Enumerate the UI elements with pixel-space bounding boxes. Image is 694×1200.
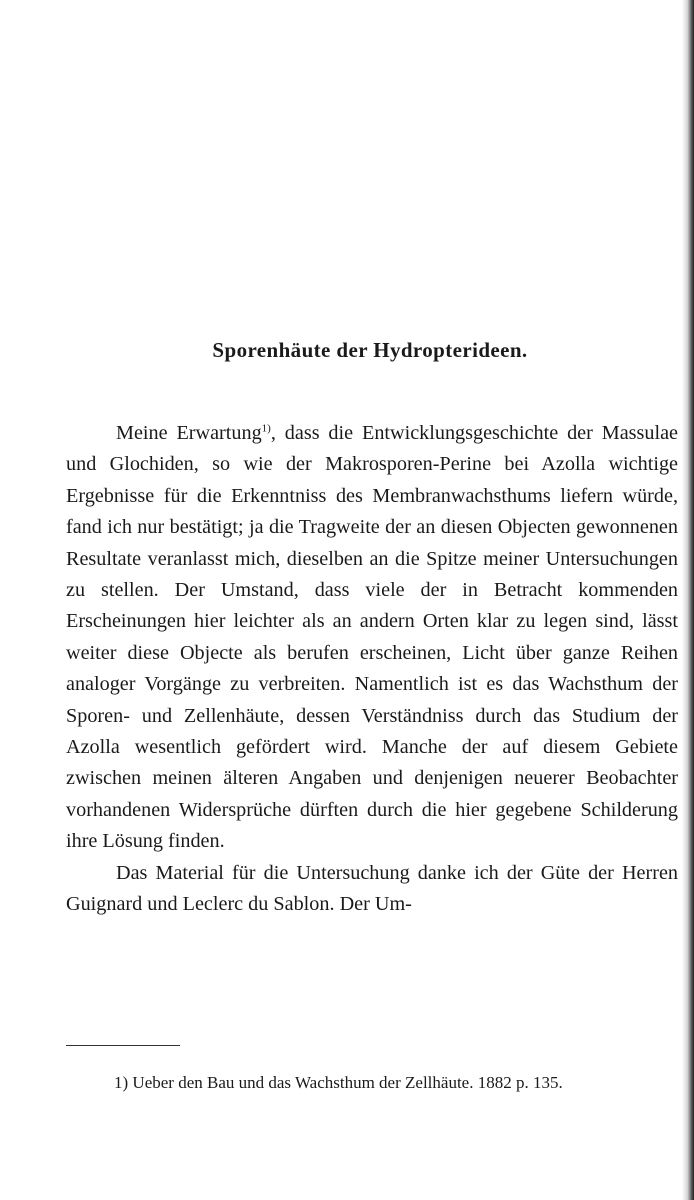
paragraph-2: Das Material für die Untersuchung danke ich der Güte der Herren Guignard und Leclerc du Sablon. Der Um- (66, 861, 678, 916)
footnote: 1) Ueber den Bau und das Wachsthum der Zellhäute. 1882 p. 135. (114, 1073, 563, 1092)
body-text (66, 418, 678, 921)
page-heading: Sporenhäute der Hydropterideen. (212, 338, 528, 362)
paragraph-1-start: Meine Erwartung (116, 422, 262, 444)
paragraph-1 (66, 418, 678, 858)
paragraph-1-rest: , dass die Entwicklungsgeschichte der Massulae und Glochiden, so wie der Makrosporen-Perine bei Azolla wichtige Ergebnisse für die Erkenntniss des Membranwachsthums liefern würde, fand ich nur bestätigt; ja die Tragweite der an diesen Objecten gewonnenen Resultate veranlasst mich, dieselben an die Spitze meiner Untersuchungen zu stellen. Der Umstand, dass viele der in Betracht kommenden Erscheinungen hier leichter als an andern Orten klar zu legen sind, lässt weiter diese Objecte als berufen erscheinen, Licht über ganze Reihen analoger Vorgänge zu verbreiten. Namentlich ist es das Wachsthum der Sporen- und Zellenhäute, dessen Verständniss durch das Studium der Azolla wesentlich gefördert wird. Manche der auf diesem Gebiete zwischen meinen älteren Angaben und denjenigen neuerer Beobachter vorhandenen Widersprüche dürften durch die hier gegebene Schilderung ihre Lösung finden. (66, 422, 678, 853)
footnote-divider (66, 1045, 180, 1046)
footnote-reference: 1) (261, 422, 271, 435)
page-edge-shadow (682, 0, 694, 1200)
